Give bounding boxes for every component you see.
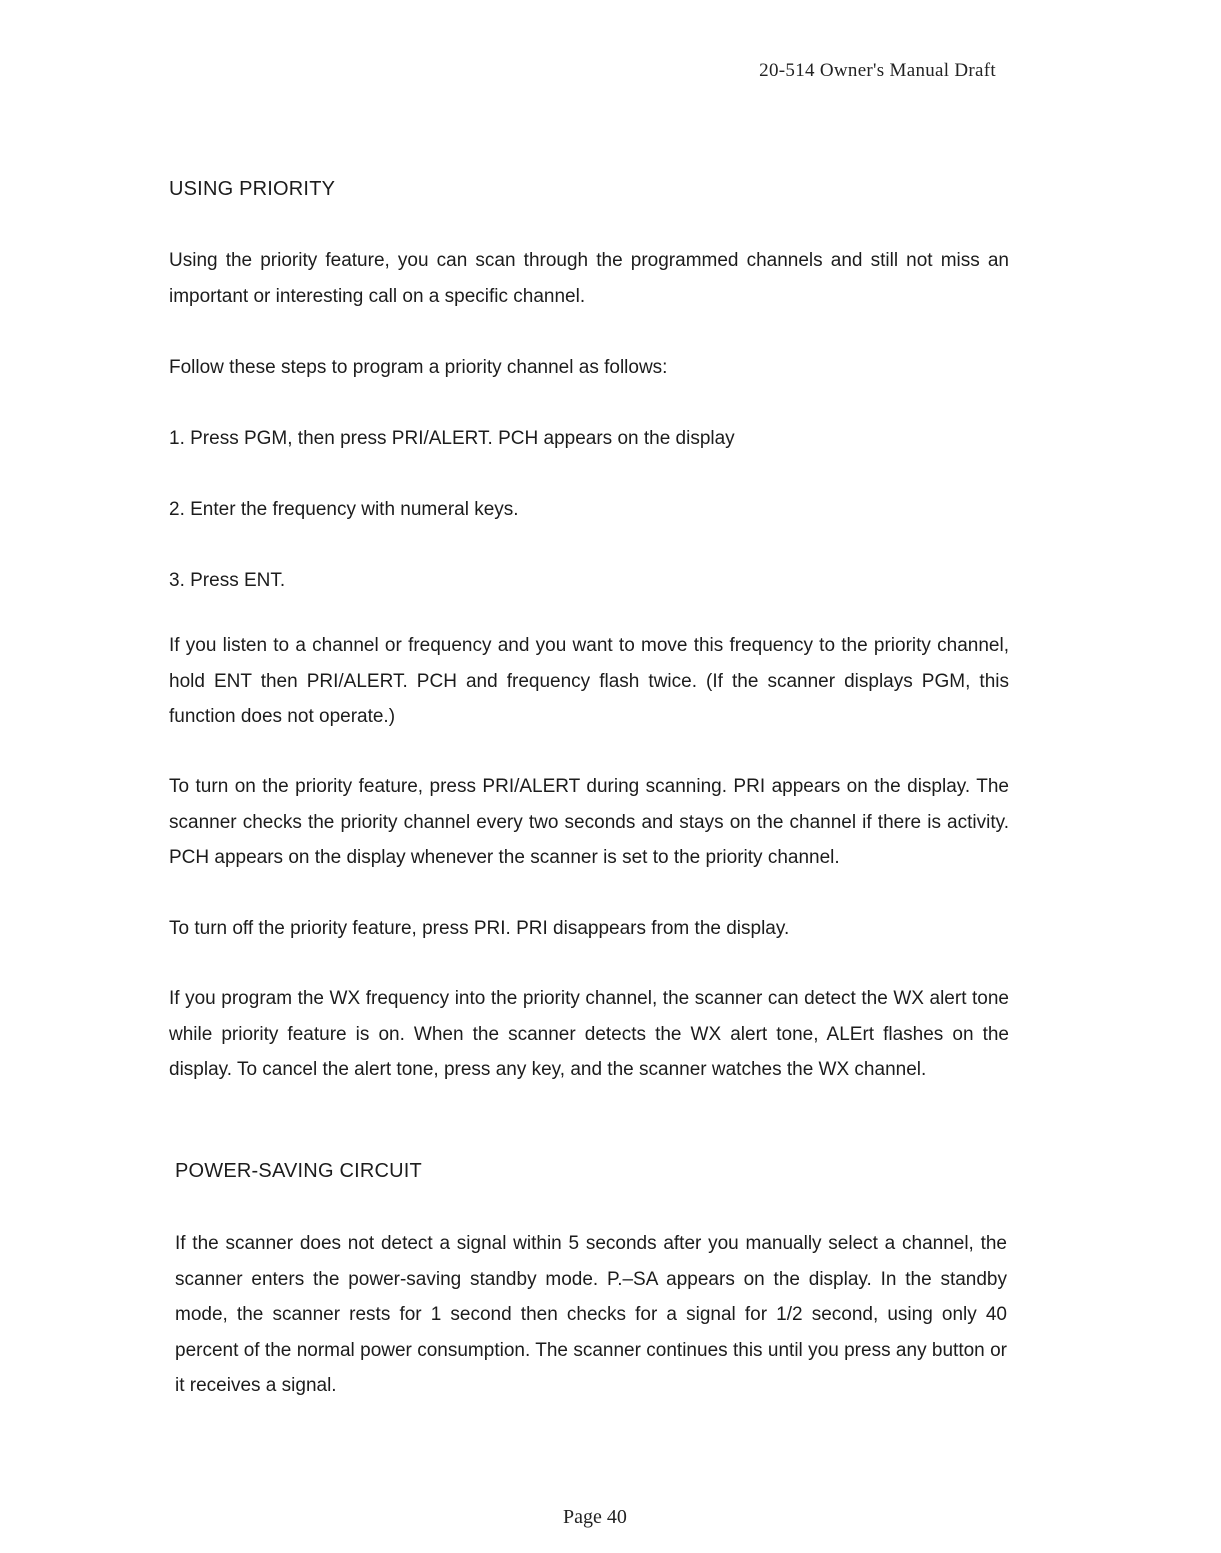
heading-power-saving-circuit: POWER-SAVING CIRCUIT [175,1160,422,1182]
move-frequency-paragraph: If you listen to a channel or frequency and you want to move this frequency to the priority channel, hold ENT then PRI/ALERT. PCH and frequency flash twice. (If the scanner displays PGM, this function does not operate.) [169,635,1009,727]
document-header: 20-514 Owner's Manual Draft [759,60,996,81]
steps-intro-paragraph: Follow these steps to program a priority channel as follows: [169,357,668,378]
power-saving-paragraph: If the scanner does not detect a signal within 5 seconds after you manually select a channel, the scanner enters the power-saving standby mode. P.–SA appears on the display. In the standby mode, the scanner rests for 1 second then checks for a signal for 1/2 second, using only 40 percent of the normal power consumption. The scanner continues this until you press any button or it receives a signal. [175,1233,1007,1396]
heading-using-priority: USING PRIORITY [169,178,336,200]
turn-off-priority-paragraph: To turn off the priority feature, press PRI. PRI disappears from the display. [169,918,790,939]
page-number: Page 40 [563,1506,627,1528]
wx-alert-paragraph: If you program the WX frequency into the priority channel, the scanner can detect the WX alert tone while priority feature is on. When the scanner detects the WX alert tone, ALErt flashes on the display. To cancel the alert tone, press any key, and the scanner watches the WX channel. [169,988,1009,1080]
step-1: 1. Press PGM, then press PRI/ALERT. PCH appears on the display [169,428,735,449]
step-3: 3. Press ENT. [169,570,286,591]
turn-on-priority-paragraph: To turn on the priority feature, press PRI/ALERT during scanning. PRI appears on the display. The scanner checks the priority channel every two seconds and stays on the channel if there is activity. PCH appears on the display whenever the scanner is set to the priority channel. [169,776,1009,868]
step-2: 2. Enter the frequency with numeral keys. [169,499,519,520]
priority-intro-paragraph: Using the priority feature, you can scan through the programmed channels and still not miss an important or interesting call on a specific channel. [169,250,1009,307]
